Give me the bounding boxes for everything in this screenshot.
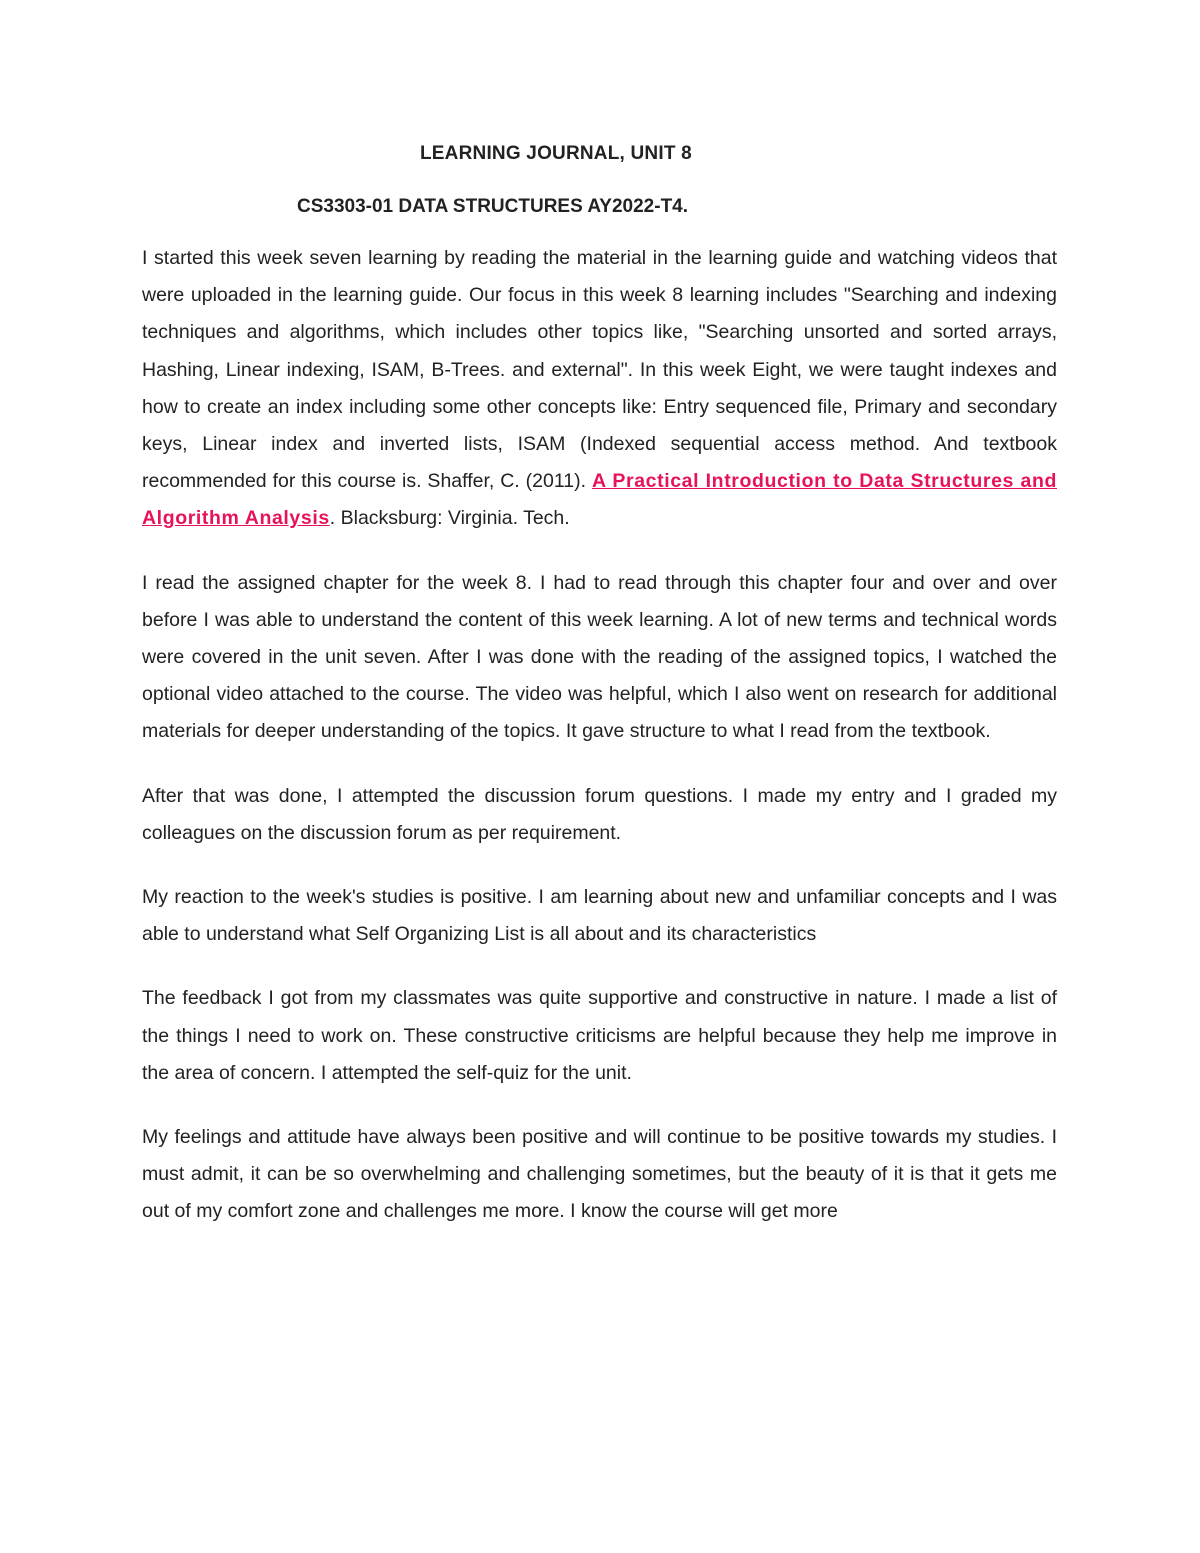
paragraph-2: I read the assigned chapter for the week 8. I had to read through this chapter four and over and over before I was able to understand the content of this week learning. A lot of new terms and technical words were covered in the unit seven. After I was done with the reading of the assigned topics, I watched the optional video attached to the course. The video was helpful, which I also went on research for additional materials for deeper understanding of the topics. It gave structure to what I read from the textbook. (142, 571, 1057, 743)
paragraph-1 (142, 240, 1057, 538)
document-subtitle: CS3303-01 DATA STRUCTURES AY2022-T4. (297, 196, 689, 217)
paragraph-4: My reaction to the week's studies is positive. I am learning about new and unfamiliar concepts and I was able to understand what Self Organizing List is all about and its characteristics (142, 886, 1057, 946)
paragraph-3: After that was done, I attempted the discussion forum questions. I made my entry and I graded my colleagues on the discussion forum as per requirement. (142, 784, 1057, 844)
paragraph-5: The feedback I got from my classmates was quite supportive and constructive in nature. I made a list of the things I need to work on. These constructive criticisms are helpful because they help me improve in the area of concern. I attempted the self-quiz for the unit. (142, 987, 1057, 1084)
document-body (142, 240, 1057, 1258)
textbook-link[interactable]: A Practical Introduction to Data Structures and Algorithm Analysis (142, 470, 1057, 530)
paragraph-1-text-after-link: . Blacksburg: Virginia. Tech. (329, 507, 570, 530)
paragraph-1-text-before-link: I started this week seven learning by reading the material in the learning guide and watching videos that were uploaded in the learning guide. Our focus in this week 8 learning includes "Searching and indexing techniques and algorithms, which includes other topics like, "Searching unsorted and sorted arrays, Hashing, Linear indexing, ISAM, B-Trees. and external". In this week Eight, we were taught indexes and how to create an index including some other concepts like: Entry sequenced file, Primary and secondary keys, Linear index and inverted lists, ISAM (Indexed sequential access method. And textbook recommended for this course is. Shaffer, C. (2011). (142, 247, 1057, 493)
paragraph-6: My feelings and attitude have always been positive and will continue to be positive towards my studies. I must admit, it can be so overwhelming and challenging sometimes, but the beauty of it is that it gets me out of my comfort zone and challenges me more. I know the course will get more (142, 1126, 1057, 1223)
document-title: LEARNING JOURNAL, UNIT 8 (420, 143, 692, 164)
